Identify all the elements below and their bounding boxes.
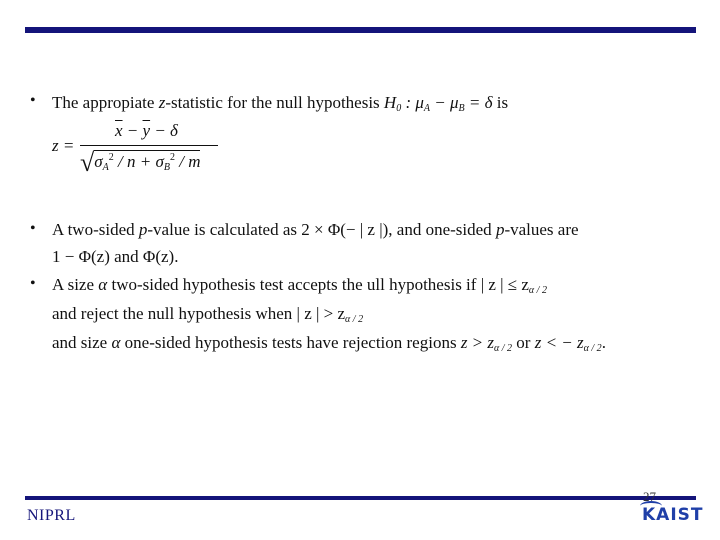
fraction-bar	[80, 145, 218, 146]
bullet-3-line-3: and size α one-sided hypothesis tests have rejection regions $z > z_{\alpha / 2}$ or z < − $z_{\alpha / 2}$.	[52, 333, 606, 354]
page-number: 27	[643, 489, 656, 504]
footer-org-label: NIPRL	[27, 507, 76, 524]
bullet-marker: •	[30, 92, 36, 109]
bullet-2-line-1: A two-sided p-value is calculated as 2 × Φ(− | z |), and one-sided p-values are	[52, 220, 579, 239]
kaist-logo: KAIST	[642, 505, 704, 525]
bullet-marker: •	[30, 220, 36, 237]
bullet-marker: •	[30, 275, 36, 292]
bullet-3-line-1: A size α two-sided hypothesis test accepts the ull hypothesis if | z | ≤ $z_{\alpha / 2}$	[52, 275, 547, 296]
bullet-2-line-2: 1 − Φ(z) and Φ(z).	[52, 247, 179, 266]
bullet-3-line-2: and reject the null hypothesis when | z | > $z_{\alpha / 2}$	[52, 304, 364, 325]
formula-lhs: z =	[52, 136, 75, 155]
formula-denominator: $√\sigma_A^2 / n + \sigma_B^2 / m$	[80, 148, 201, 177]
bottom-rule	[25, 496, 696, 500]
formula-numerator: $\overline{x} - \overline{y} - \delta$	[115, 121, 178, 140]
bullet-1-text: The appropiate z-statistic for the null hypothesis $H_0$ : $\mu_A - \mu_B = \delta$ is	[52, 93, 509, 114]
